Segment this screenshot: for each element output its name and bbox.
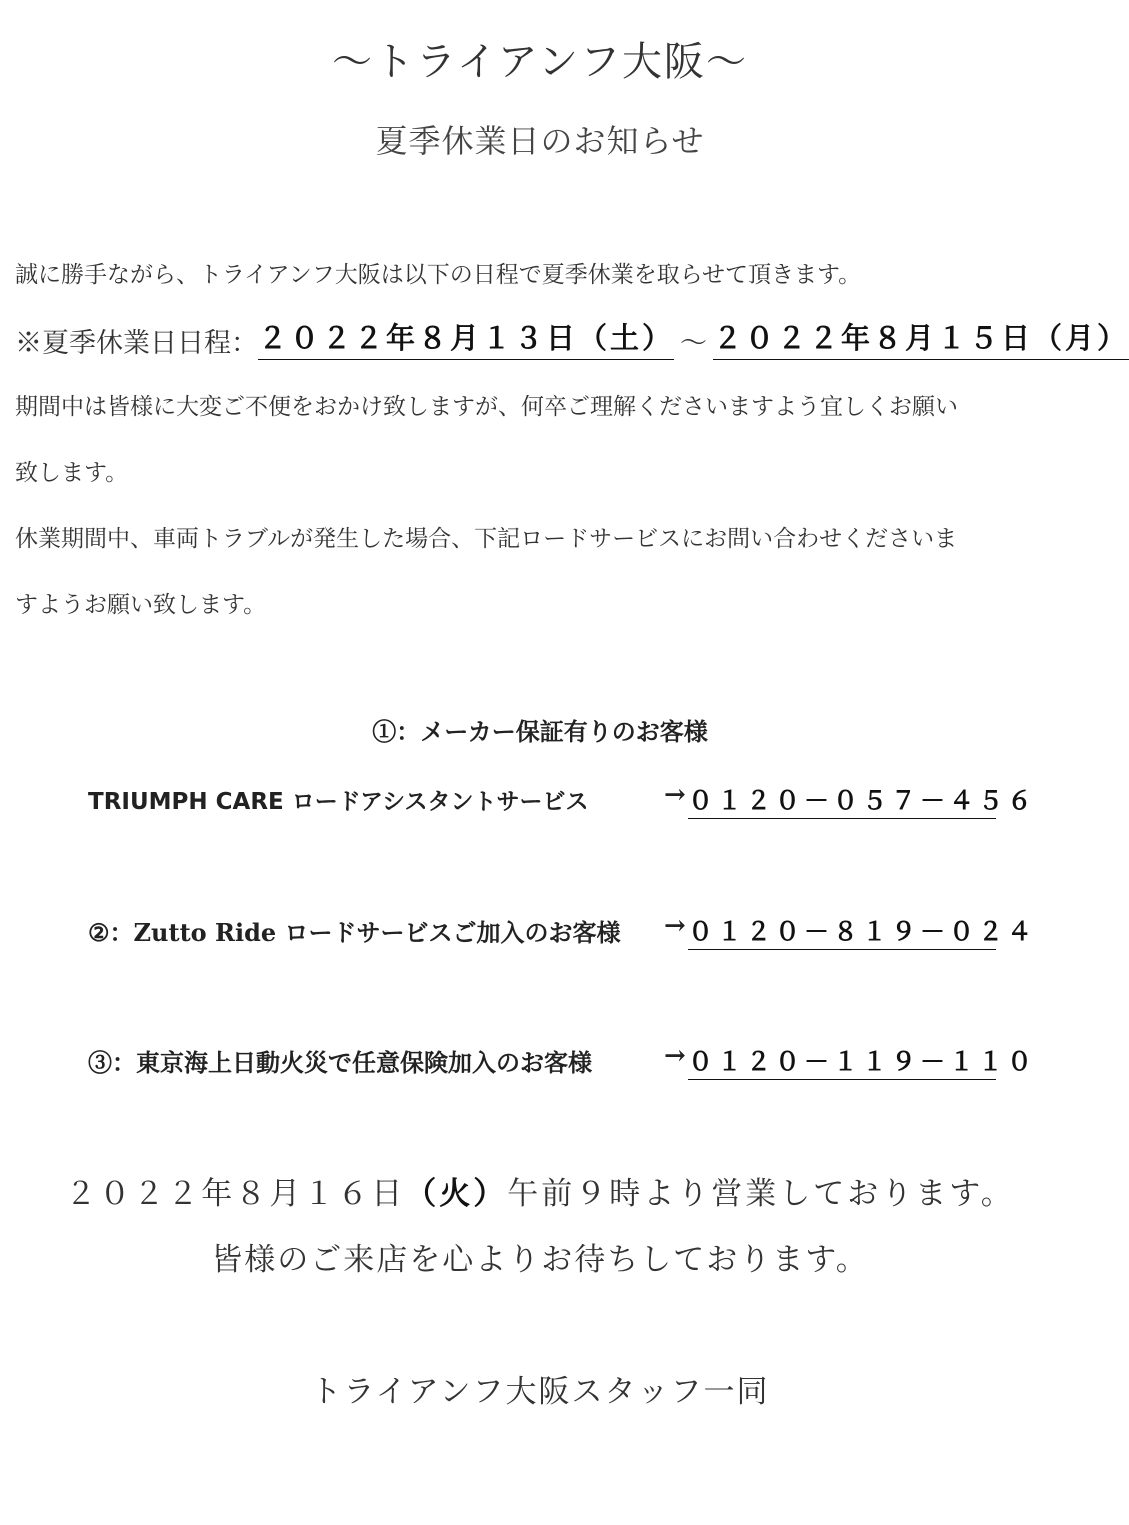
apology-text-line-2: 致します。 [15, 460, 129, 486]
trouble-text-line-2: すようお願い致します。 [15, 592, 267, 618]
intro-text: 誠に勝手ながら、トライアンフ大阪は以下の日程で夏季休業を取らせて頂きます。 [15, 262, 862, 288]
service-label-triumph-care: TRIUMPH CARE ロードアシスタントサービス [88, 789, 589, 815]
service-label-tokio-marine: ③：東京海上日動火災で任意保険加入のお客様 [88, 1048, 592, 1077]
notice-subtitle: 夏季休業日のお知らせ [375, 122, 705, 160]
reopen-notice [0, 1168, 1080, 1213]
staff-signature: トライアンフ大阪スタッフ一同 [310, 1374, 770, 1410]
schedule-start-date: ２０２２年８月１３日（土） [258, 316, 674, 360]
reopen-weekday: （火） [405, 1176, 508, 1212]
schedule-label: ※夏季休業日日程： [15, 328, 258, 359]
holiday-schedule [15, 316, 1129, 360]
service-label-zutto-ride: ②：Zutto Ride ロードサービスご加入のお客様 [88, 918, 621, 947]
service-arrow-1: → [664, 780, 686, 810]
reopen-date: ２０２２年８月１６日 [65, 1176, 406, 1212]
schedule-end-date: ２０２２年８月１５日（月） [713, 316, 1129, 360]
notice-title: ～トライアンフ大阪～ [332, 39, 748, 85]
phone-number-zutto-ride: ０１２０－８１９－０２４ [688, 912, 996, 950]
welcome-message: 皆様のご来店を心よりお待ちしております。 [211, 1242, 869, 1278]
service-arrow-2: → [664, 911, 686, 941]
service-arrow-3: → [664, 1041, 686, 1071]
trouble-text-line-1: 休業期間中、車両トラブルが発生した場合、下記ロードサービスにお問い合わせくださいま [15, 526, 958, 552]
reopen-time: 午前９時より営業しております。 [507, 1176, 1015, 1212]
schedule-separator: ～ [680, 328, 708, 359]
service-heading: ①：メーカー保証有りのお客様 [372, 717, 708, 746]
phone-number-triumph-care: ０１２０－０５７－４５６ [688, 781, 996, 819]
apology-text-line-1: 期間中は皆様に大変ご不便をおかけ致しますが、何卒ご理解くださいますよう宜しくお願い [15, 394, 958, 420]
phone-number-tokio-marine: ０１２０－１１９－１１０ [688, 1042, 996, 1080]
